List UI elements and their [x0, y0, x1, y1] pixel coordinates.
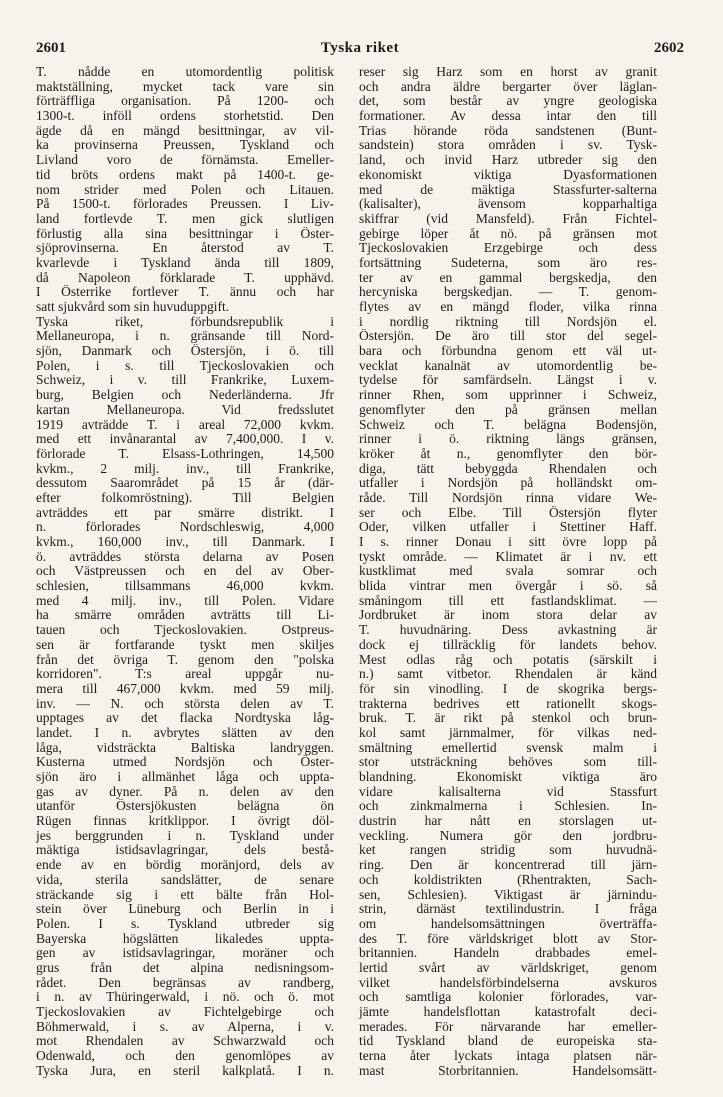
text-line: mot Rhendalen av Schwarzwald och — [36, 1034, 334, 1049]
text-line: Mellaneuropa, i n. gränsande till Nord- — [36, 329, 334, 344]
text-line: På 1500-t. förlorades Preussen. I Liv- — [36, 197, 334, 212]
text-line: rådet. Den begränsas av randberg, — [36, 975, 334, 990]
text-line: med ett invånarantal av 7,400,000. I v. — [36, 432, 334, 447]
text-line: tauen och Tjeckoslovakien. Ostpreus- — [36, 623, 334, 638]
text-line: låga, vidsträckta Baltiska landryggen. — [36, 740, 334, 755]
text-line: burg, Belgien och Nederländerna. Jfr — [36, 388, 334, 403]
text-line: upptages av det flacka Nordtyska låg- — [36, 711, 334, 726]
text-line: dock ej tillräcklig för landets behov. — [359, 637, 657, 652]
text-line: förträffliga organisation. På 1200- och — [36, 94, 334, 109]
text-line: Tyska Jura, en steril kalkplatå. I n. — [36, 1063, 334, 1078]
text-line: sträckande sig i ett bälte från Hol- — [36, 887, 334, 902]
text-line: T. huvudnäring. Dess avkastning är — [359, 623, 657, 638]
text-line: ter av en gammal bergskedja, den — [359, 270, 657, 285]
text-line: gas av dyner. På n. delen av den — [36, 784, 334, 799]
text-line: tydelse för samfärdseln. Längst i v. — [359, 373, 657, 388]
text-line: kvarlevde i Tyskland ända till 1809, — [36, 255, 334, 270]
text-line: mäktiga istidsavlagringar, dels bestå- — [36, 843, 334, 858]
text-line: blandning. Ekonomiskt viktiga äro — [359, 770, 657, 784]
text-line: Böhmerwald, i s. av Alperna, i v. — [36, 1019, 334, 1034]
text-line: mera till 467,000 kvkm. med 59 milj. — [36, 681, 334, 696]
text-line: förlustig alla sina besittningar i Öster- — [36, 226, 334, 241]
text-line: des T. före världskriget blott av Stor- — [359, 931, 657, 946]
text-line: Odenwald, och den genomlöpes av — [36, 1049, 334, 1064]
text-line: med de mäktiga Stassfurter-salterna — [359, 182, 657, 197]
text-line: fortsättning Sudeterna, som äro res- — [359, 255, 657, 270]
text-line: sjöprovinserna. En återstod av T. — [36, 241, 334, 256]
text-line: från det övriga T. genom den "polska — [36, 652, 334, 667]
text-line: land, och invid Harz utbreder sig den — [359, 153, 657, 168]
page-number-right: 2602 — [654, 40, 684, 56]
text-line: veckling. Numera gör den jordbru- — [359, 828, 657, 843]
text-line: efter folkomröstning). Till Belgien — [36, 490, 334, 505]
text-line: Tyska riket, förbundsrepublik i — [36, 314, 334, 329]
text-line: korridoren". T:s areal uppgår nu- — [36, 667, 334, 682]
text-line: Bayerska högslätten likaledes uppta- — [36, 931, 334, 946]
text-line: kustklimat med svala somrar och — [359, 564, 657, 579]
text-line: ser och Elbe. Till Östersjön flyter — [359, 505, 657, 520]
text-line: småningom till ett fastlandsklimat. — — [359, 593, 657, 608]
text-line: schlesien, tillsammans 46,000 kvkm. — [36, 579, 334, 594]
text-line: reser sig Harz som en horst av granit — [359, 65, 657, 79]
text-line: kartan Mellaneuropa. Vid fredsslutet — [36, 402, 334, 417]
text-line: 1300-t. inföll ordens storhetstid. Den — [36, 109, 334, 124]
text-line: och koldistrikten (Rhentrakten, Sach- — [359, 872, 657, 887]
text-line: avträddes ett par smärre distrikt. I — [36, 505, 334, 520]
text-line: n. förlorades Nordschleswig, 4,000 — [36, 520, 334, 535]
text-line: och zinkmalmerna i Schlesien. In- — [359, 799, 657, 814]
text-line: stein över Lüneburg och Berlin in i — [36, 902, 334, 917]
text-line: råde. Till Nordsjön rinna vidare We- — [359, 490, 657, 505]
text-line: n.) samt vitbetor. Rhendalen är känd — [359, 667, 657, 682]
text-line: utanför Östersjökusten belägna ön — [36, 799, 334, 814]
text-line: för sin vinodling. I de skogrika bergs- — [359, 681, 657, 696]
text-line: det, som består av yngre geologiska — [359, 94, 657, 109]
text-line: dustrin har nått en storslagen ut- — [359, 814, 657, 829]
text-line: utfaller i Nordsjön på holländskt om- — [359, 476, 657, 491]
text-line: kvkm., 2 milj. inv., till Frankrike, — [36, 461, 334, 476]
text-line: ekonomiskt viktiga Dyasformationen — [359, 167, 657, 182]
text-line: merades. För närvarande har emeller- — [359, 1019, 657, 1034]
text-line: terna åter lyckats intaga platsen när- — [359, 1049, 657, 1064]
text-line: i nordlig riktning till Nordsjön el. — [359, 314, 657, 329]
text-line: vilket handelsförbindelserna avskuros — [359, 975, 657, 990]
text-line: stor utsträckning behöves som till- — [359, 755, 657, 770]
text-line: flytes av en mängd floder, vilka rinna — [359, 300, 657, 314]
text-line: blida vintrar men övergår i sö. så — [359, 579, 657, 594]
text-line: Tjeckoslovakien av Fichtelgebirge och — [36, 1005, 334, 1019]
text-line: ende av en bördig moränjord, dels av — [36, 858, 334, 873]
text-line: ägde då en mängd besittningar, av vil- — [36, 123, 334, 138]
text-line: Jordbruket är inom stora delar av — [359, 608, 657, 623]
text-line: sjön äro i allmänhet låga och uppta- — [36, 770, 334, 784]
text-line: land fortlevde T. men gick slutligen — [36, 211, 334, 226]
running-title: Tyska riket — [320, 40, 400, 56]
text-line: genomflyter den på gränsen mellan — [359, 402, 657, 417]
text-line: Oder, vilken utfaller i Stettiner Haff. — [359, 520, 657, 535]
text-line: kvkm., 160,000 inv., till Danmark. I — [36, 535, 334, 549]
text-line: skiffrar (vid Mansfeld). Från Fichtel- — [359, 211, 657, 226]
text-line: i n. av Thüringerwald, i nö. och ö. mot — [36, 990, 334, 1005]
text-line: med 4 milj. inv., till Polen. Vidare — [36, 593, 334, 608]
text-line: kröker åt n., genomflyter den bör- — [359, 446, 657, 461]
text-line: om handelsomsättningen överträffa- — [359, 916, 657, 931]
page-number-left: 2601 — [36, 40, 66, 56]
text-line: strin, därnäst textilindustrin. I fråga — [359, 902, 657, 917]
text-line: vidare kalisalterna vid Stassfurt — [359, 784, 657, 799]
text-line: Schweiz, i v. till Frankrike, Luxem- — [36, 373, 334, 388]
text-line: formationer. Av dessa intar den till — [359, 109, 657, 124]
text-line: I s. rinner Donau i sitt övre lopp på — [359, 535, 657, 549]
text-line: grus från det alpina nedisningsom- — [36, 960, 334, 975]
text-line: och andra äldre bergarter över läglan- — [359, 79, 657, 94]
text-line: Trias hörande röda sandstenen (Bunt- — [359, 123, 657, 138]
text-line: ö. avträddes största delarna av Posen — [36, 549, 334, 564]
text-line: vecklat kanalnät av utomordentlig be- — [359, 358, 657, 373]
text-line: 1919 avträdde T. i areal 72,000 kvkm. — [36, 417, 334, 432]
text-line: sen, Schlesien). Viktigast är järnindu- — [359, 887, 657, 902]
text-line: och samtliga kolonier förlorades, var- — [359, 990, 657, 1005]
text-line: trakterna bedrives ett rationellt skogs- — [359, 696, 657, 711]
text-line: rinner Rhen, som upprinner i Schweiz, — [359, 388, 657, 403]
text-line: sjön, Danmark och Östersjön, i ö. till — [36, 344, 334, 359]
text-line: gen av istidsavlagringar, moräner och — [36, 946, 334, 961]
text-line: smältning emellertid svensk malm i — [359, 740, 657, 755]
text-line: då Napoleon förklarade T. upphävd. — [36, 270, 334, 285]
text-line: Mest odlas råg och potatis (särskilt i — [359, 652, 657, 667]
text-line: ring. Den är koncentrerad till järn- — [359, 858, 657, 873]
text-line: sandstein) stora områden i sv. Tysk- — [359, 138, 657, 153]
text-line: bara och förbundna genom ett väl ut- — [359, 344, 657, 359]
text-line: satt sjukvård som sin huvuduppgift. — [36, 300, 230, 314]
text-line: tyskt område. — Klimatet är i nv. ett — [359, 549, 657, 564]
text-line: mast Storbritannien. Handelsomsätt- — [359, 1063, 657, 1078]
text-line: Livland voro de förnämsta. Emeller- — [36, 153, 334, 168]
text-line: landet. I n. avbrytes slätten av den — [36, 725, 334, 740]
text-line: tid bröts ordens makt på 1400-t. ge- — [36, 167, 334, 182]
text-line: inv. — N. och största delen av T. — [36, 696, 334, 711]
text-line: dessutom Saarområdet på 15 år (där- — [36, 476, 334, 491]
text-line: lertid svårt av världskriget, genom — [359, 960, 657, 975]
text-line: maktställning, mycket tack vare sin — [36, 79, 334, 94]
text-line: gebirge löper åt nö. på gränsen mot — [359, 226, 657, 241]
text-line: Schweiz och T. belägna Bodensjön, — [359, 417, 657, 432]
text-line: nom strider med Polen och Litauen. — [36, 182, 334, 197]
text-line: Polen. I s. Tyskland utbreder sig — [36, 916, 334, 931]
text-line: jes berggrunden i n. Tyskland under — [36, 828, 334, 843]
text-column-right — [359, 65, 657, 1078]
text-line: rinner i ö. riktning längs gränsen, — [359, 432, 657, 447]
text-line: Polen, i s. till Tjeckoslovakien och — [36, 358, 334, 373]
text-line: jämte handelsflottan katastrofalt deci- — [359, 1005, 657, 1019]
text-line: förlorade T. Elsass-Lothringen, 14,500 — [36, 446, 334, 461]
text-line: och Västpreussen och en del av Ober- — [36, 564, 334, 579]
text-line: ket rangen stridig som huvudnä- — [359, 843, 657, 858]
text-line: ka provinserna Preussen, Tyskland och — [36, 138, 334, 153]
text-line: kol samt järnmalmer, för vilkas ned- — [359, 725, 657, 740]
text-line: I Österrike fortlever T. ännu och har — [36, 285, 334, 300]
text-column-left — [36, 65, 334, 1078]
text-line: T. nådde en utomordentlig politisk — [36, 65, 334, 79]
text-line: Kusterna utmed Nordsjön och Öster- — [36, 755, 334, 770]
text-line: Tjeckoslovakien Erzgebirge och dess — [359, 241, 657, 256]
text-line: diga, tätt bebyggda Rhendalen och — [359, 461, 657, 476]
text-line: Östersjön. De äro till stor del segel- — [359, 329, 657, 344]
text-line: (kalisalter), ävensom kopparhaltiga — [359, 197, 657, 212]
text-line: vida, sterila sandslätter, de senare — [36, 872, 334, 887]
text-line: tid Tyskland bland de europeiska sta- — [359, 1034, 657, 1049]
page-header — [36, 40, 684, 60]
text-line: britannien. Handeln drabbades emel- — [359, 946, 657, 961]
text-line: Rügen finnas kritklippor. I övrigt döl- — [36, 814, 334, 829]
text-line: bruk. T. är rikt på stenkol och brun- — [359, 711, 657, 726]
text-line: hercyniska bergskedjan. — T. genom- — [359, 285, 657, 300]
text-line: sen är fortfarande tyskt men skiljes — [36, 637, 334, 652]
text-line: ha smärre områden avträtts till Li- — [36, 608, 334, 623]
